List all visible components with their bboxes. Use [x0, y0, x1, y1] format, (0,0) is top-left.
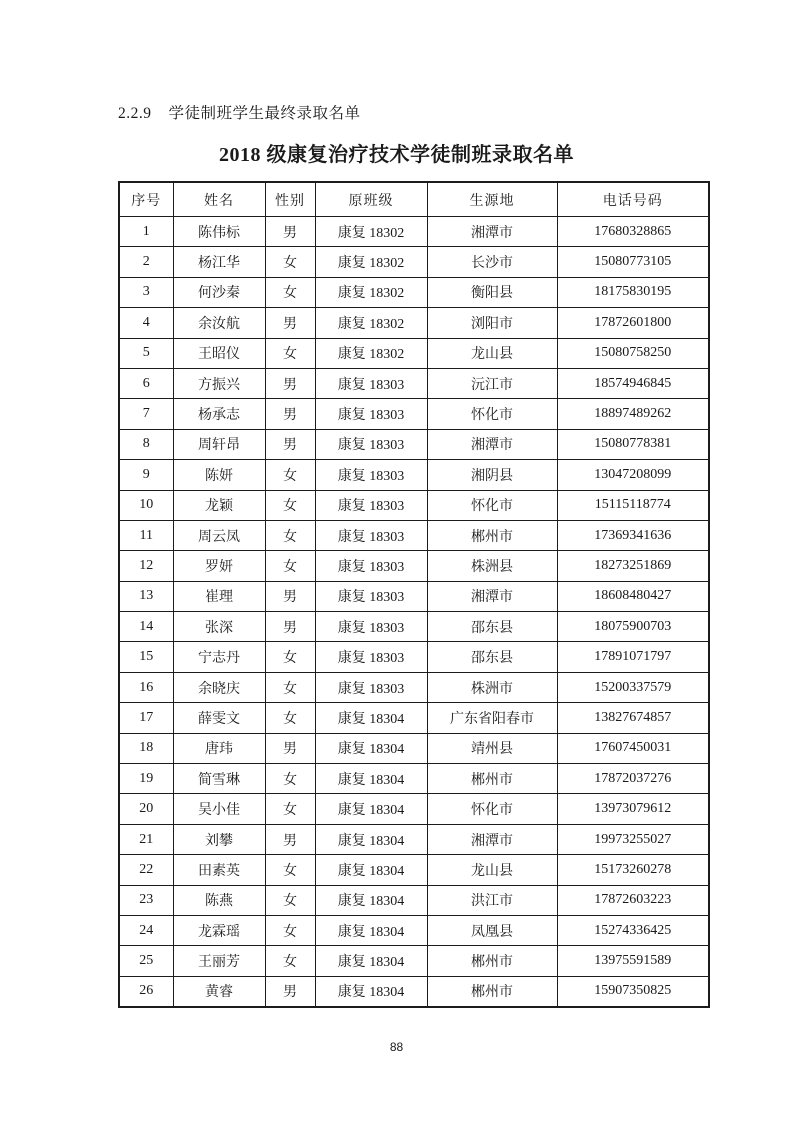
table-cell: 龙霖瑶 [173, 915, 265, 945]
column-header: 电话号码 [557, 182, 709, 217]
table-cell: 15 [119, 642, 173, 672]
table-cell: 18175830195 [557, 277, 709, 307]
column-header: 生源地 [427, 182, 557, 217]
table-cell: 17680328865 [557, 217, 709, 247]
table-row [119, 733, 709, 763]
table-cell: 24 [119, 915, 173, 945]
table-cell: 康复 18302 [315, 247, 427, 277]
table-cell: 康复 18304 [315, 764, 427, 794]
table-cell: 21 [119, 824, 173, 854]
table-cell: 康复 18304 [315, 946, 427, 976]
table-cell: 女 [265, 915, 315, 945]
table-cell: 女 [265, 764, 315, 794]
table-cell: 13047208099 [557, 460, 709, 490]
table-cell: 女 [265, 794, 315, 824]
table-row [119, 308, 709, 338]
table-cell: 湘潭市 [427, 581, 557, 611]
table-cell: 沅江市 [427, 368, 557, 398]
table-cell: 康复 18303 [315, 612, 427, 642]
table-cell: 刘攀 [173, 824, 265, 854]
table-cell: 女 [265, 247, 315, 277]
table-cell: 康复 18304 [315, 733, 427, 763]
table-cell: 15907350825 [557, 976, 709, 1007]
table-header-row [119, 182, 709, 217]
table-cell: 陈燕 [173, 885, 265, 915]
table-cell: 女 [265, 460, 315, 490]
table-cell: 19 [119, 764, 173, 794]
table-cell: 湘潭市 [427, 824, 557, 854]
table-cell: 女 [265, 703, 315, 733]
table-cell: 龙颖 [173, 490, 265, 520]
table-row [119, 824, 709, 854]
table-cell: 19973255027 [557, 824, 709, 854]
table-cell: 怀化市 [427, 490, 557, 520]
table-cell: 男 [265, 733, 315, 763]
table-cell: 10 [119, 490, 173, 520]
table-cell: 男 [265, 612, 315, 642]
table-cell: 田素英 [173, 855, 265, 885]
table-title: 2018 级康复治疗技术学徒制班录取名单 [219, 144, 574, 166]
table-cell: 17 [119, 703, 173, 733]
table-cell: 康复 18303 [315, 520, 427, 550]
table-cell: 邵东县 [427, 612, 557, 642]
table-row [119, 460, 709, 490]
table-cell: 11 [119, 520, 173, 550]
table-row [119, 581, 709, 611]
page-number: 88 [389, 1040, 404, 1054]
table-cell: 宁志丹 [173, 642, 265, 672]
table-cell: 3 [119, 277, 173, 307]
table-cell: 女 [265, 642, 315, 672]
table-cell: 康复 18304 [315, 885, 427, 915]
table-cell: 周轩昂 [173, 429, 265, 459]
table-cell: 湘阴县 [427, 460, 557, 490]
table-cell: 17872601800 [557, 308, 709, 338]
table-row [119, 612, 709, 642]
table-cell: 薛雯文 [173, 703, 265, 733]
table-cell: 女 [265, 520, 315, 550]
table-cell: 杨江华 [173, 247, 265, 277]
table-cell: 女 [265, 946, 315, 976]
table-cell: 18574946845 [557, 368, 709, 398]
table-cell: 17872037276 [557, 764, 709, 794]
table-row [119, 703, 709, 733]
table-cell: 女 [265, 855, 315, 885]
admission-table [118, 181, 710, 1008]
table-cell: 12 [119, 551, 173, 581]
table-cell: 龙山县 [427, 855, 557, 885]
table-row [119, 764, 709, 794]
table-cell: 8 [119, 429, 173, 459]
table-cell: 15173260278 [557, 855, 709, 885]
table-cell: 邵东县 [427, 642, 557, 672]
table-cell: 郴州市 [427, 764, 557, 794]
table-cell: 郴州市 [427, 520, 557, 550]
table-row [119, 855, 709, 885]
table-cell: 15080773105 [557, 247, 709, 277]
table-row [119, 672, 709, 702]
table-cell: 康复 18303 [315, 642, 427, 672]
table-cell: 湘潭市 [427, 217, 557, 247]
table-cell: 康复 18304 [315, 855, 427, 885]
table-cell: 株洲市 [427, 672, 557, 702]
table-row [119, 794, 709, 824]
section-title: 学徒制班学生最终录取名单 [168, 105, 361, 122]
table-row [119, 490, 709, 520]
table-cell: 13827674857 [557, 703, 709, 733]
table-row [119, 642, 709, 672]
table-cell: 5 [119, 338, 173, 368]
table-cell: 何沙秦 [173, 277, 265, 307]
table-cell: 罗妍 [173, 551, 265, 581]
table-cell: 9 [119, 460, 173, 490]
table-cell: 15200337579 [557, 672, 709, 702]
table-cell: 4 [119, 308, 173, 338]
table-cell: 男 [265, 976, 315, 1007]
table-cell: 张深 [173, 612, 265, 642]
table-row [119, 368, 709, 398]
table-cell: 康复 18303 [315, 672, 427, 702]
table-cell: 余汝航 [173, 308, 265, 338]
table-cell: 17891071797 [557, 642, 709, 672]
table-cell: 2 [119, 247, 173, 277]
table-cell: 洪江市 [427, 885, 557, 915]
table-cell: 吴小佳 [173, 794, 265, 824]
table-cell: 郴州市 [427, 946, 557, 976]
table-cell: 17607450031 [557, 733, 709, 763]
table-cell: 26 [119, 976, 173, 1007]
table-cell: 康复 18303 [315, 581, 427, 611]
table-row [119, 520, 709, 550]
table-cell: 18273251869 [557, 551, 709, 581]
table-cell: 男 [265, 217, 315, 247]
table-row [119, 429, 709, 459]
table-cell: 怀化市 [427, 794, 557, 824]
table-row [119, 915, 709, 945]
table-cell: 女 [265, 672, 315, 702]
table-cell: 男 [265, 368, 315, 398]
table-cell: 16 [119, 672, 173, 702]
table-row [119, 399, 709, 429]
table-cell: 康复 18304 [315, 915, 427, 945]
table-cell: 18608480427 [557, 581, 709, 611]
table-cell: 康复 18303 [315, 551, 427, 581]
table-cell: 14 [119, 612, 173, 642]
table-cell: 15115118774 [557, 490, 709, 520]
table-cell: 17872603223 [557, 885, 709, 915]
table-cell: 简雪琳 [173, 764, 265, 794]
table-cell: 康复 18303 [315, 429, 427, 459]
table-cell: 女 [265, 490, 315, 520]
table-cell: 衡阳县 [427, 277, 557, 307]
table-cell: 7 [119, 399, 173, 429]
table-cell: 男 [265, 581, 315, 611]
section-heading [118, 101, 361, 123]
table-cell: 浏阳市 [427, 308, 557, 338]
table-cell: 13975591589 [557, 946, 709, 976]
table-cell: 6 [119, 368, 173, 398]
column-header: 姓名 [173, 182, 265, 217]
table-cell: 康复 18303 [315, 399, 427, 429]
table-cell: 康复 18302 [315, 277, 427, 307]
table-cell: 25 [119, 946, 173, 976]
table-cell: 龙山县 [427, 338, 557, 368]
table-cell: 18897489262 [557, 399, 709, 429]
table-cell: 康复 18304 [315, 976, 427, 1007]
table-cell: 康复 18303 [315, 490, 427, 520]
table-cell: 康复 18304 [315, 824, 427, 854]
table-cell: 康复 18304 [315, 703, 427, 733]
table-cell: 18 [119, 733, 173, 763]
table-cell: 余晓庆 [173, 672, 265, 702]
section-number: 2.2.9 [118, 105, 152, 122]
table-cell: 17369341636 [557, 520, 709, 550]
table-cell: 康复 18304 [315, 794, 427, 824]
table-cell: 康复 18302 [315, 217, 427, 247]
table-cell: 湘潭市 [427, 429, 557, 459]
table-cell: 崔理 [173, 581, 265, 611]
table-cell: 女 [265, 885, 315, 915]
table-row [119, 277, 709, 307]
table-cell: 陈伟标 [173, 217, 265, 247]
table-cell: 15080778381 [557, 429, 709, 459]
table-cell: 男 [265, 429, 315, 459]
table-cell: 方振兴 [173, 368, 265, 398]
table-cell: 13973079612 [557, 794, 709, 824]
table-cell: 黄睿 [173, 976, 265, 1007]
table-cell: 男 [265, 824, 315, 854]
table-cell: 女 [265, 551, 315, 581]
table-cell: 杨承志 [173, 399, 265, 429]
table-cell: 1 [119, 217, 173, 247]
table-cell: 康复 18303 [315, 368, 427, 398]
table-row [119, 885, 709, 915]
table-cell: 男 [265, 399, 315, 429]
table-cell: 康复 18303 [315, 460, 427, 490]
table-cell: 郴州市 [427, 976, 557, 1007]
table-cell: 23 [119, 885, 173, 915]
table-cell: 周云凤 [173, 520, 265, 550]
column-header: 性别 [265, 182, 315, 217]
table-cell: 凤凰县 [427, 915, 557, 945]
table-cell: 唐玮 [173, 733, 265, 763]
table-cell: 女 [265, 277, 315, 307]
table-cell: 王昭仪 [173, 338, 265, 368]
table-cell: 15080758250 [557, 338, 709, 368]
table-cell: 靖州县 [427, 733, 557, 763]
table-cell: 长沙市 [427, 247, 557, 277]
table-row [119, 946, 709, 976]
column-header: 原班级 [315, 182, 427, 217]
table-row [119, 551, 709, 581]
column-header: 序号 [119, 182, 173, 217]
table-cell: 22 [119, 855, 173, 885]
table-row [119, 976, 709, 1007]
table-cell: 陈妍 [173, 460, 265, 490]
table-cell: 康复 18302 [315, 308, 427, 338]
table-cell: 15274336425 [557, 915, 709, 945]
table-cell: 男 [265, 308, 315, 338]
table-row [119, 247, 709, 277]
table-cell: 18075900703 [557, 612, 709, 642]
table-cell: 20 [119, 794, 173, 824]
table-cell: 广东省阳春市 [427, 703, 557, 733]
table-cell: 康复 18302 [315, 338, 427, 368]
table-cell: 女 [265, 338, 315, 368]
table-row [119, 338, 709, 368]
table-body [119, 217, 709, 1008]
table-row [119, 217, 709, 247]
table-cell: 怀化市 [427, 399, 557, 429]
table-cell: 13 [119, 581, 173, 611]
table-cell: 王丽芳 [173, 946, 265, 976]
table-cell: 株洲县 [427, 551, 557, 581]
